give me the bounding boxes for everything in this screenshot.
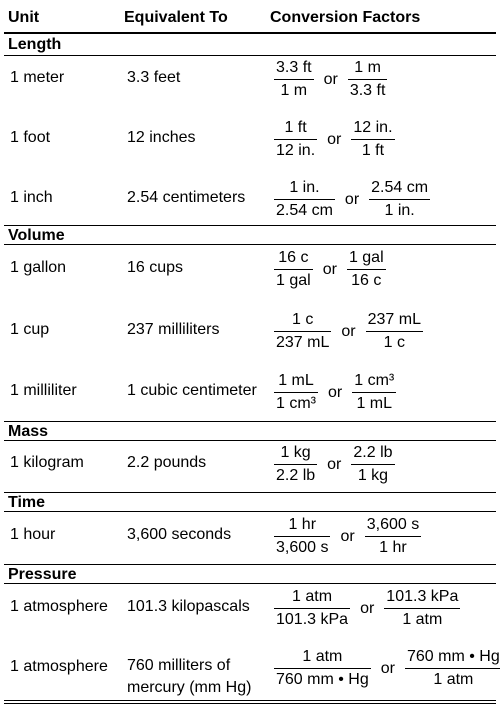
conversion-factors [270, 588, 464, 629]
conversion-factors [270, 444, 399, 485]
or-label: or [327, 455, 342, 473]
bottom-rule-double [4, 703, 496, 704]
conversion-factors [270, 179, 434, 220]
fraction-numerator: 1 gal [348, 249, 384, 266]
fraction-denominator: 1 atm [433, 671, 474, 688]
fraction-denominator: 1 c [383, 334, 405, 351]
section-mass: Mass [8, 423, 49, 440]
row-equivalent: 237 milliliters [127, 321, 220, 338]
fraction [270, 372, 322, 413]
section-volume: Volume [8, 227, 65, 244]
fraction-numerator: 3,600 s [366, 516, 420, 533]
row-equivalent: 3,600 seconds [127, 526, 232, 543]
fraction-denominator: 2.54 cm [276, 202, 333, 219]
row-equivalent: 3.3 feet [127, 69, 181, 86]
fraction [380, 588, 464, 629]
fraction [344, 59, 392, 100]
row-unit: 1 atmosphere [10, 658, 108, 675]
fraction [270, 648, 375, 689]
fraction [270, 119, 321, 160]
header-unit: Unit [8, 9, 40, 26]
fraction-denominator: 1 m [280, 82, 308, 99]
fraction-denominator: 237 mL [276, 334, 330, 351]
fraction-numerator: 1 cm³ [354, 372, 395, 389]
fraction-numerator: 1 atm [292, 588, 333, 605]
row-equivalent: 16 cups [127, 259, 184, 276]
section-pressure: Pressure [8, 566, 77, 583]
or-label: or [322, 260, 337, 278]
fraction-denominator: 1 hr [379, 539, 407, 556]
row-unit: 1 kilogram [10, 454, 84, 471]
fraction [347, 444, 398, 485]
row-unit: 1 gallon [10, 259, 67, 276]
section-rule [4, 244, 496, 245]
or-label: or [341, 322, 356, 340]
fraction [348, 372, 400, 413]
fraction [270, 311, 335, 352]
header-rule [4, 32, 496, 34]
fraction-numerator: 3.3 ft [276, 59, 312, 76]
section-rule [4, 564, 496, 565]
fraction-denominator: 1 gal [276, 272, 311, 289]
fraction [343, 249, 390, 290]
fraction [270, 444, 321, 485]
fraction-numerator: 1 c [292, 311, 314, 328]
fraction-denominator: 1 atm [402, 611, 443, 628]
row-unit: 1 meter [10, 69, 65, 86]
row-equivalent: 101.3 kilopascals [127, 598, 250, 615]
conversion-factors [270, 372, 400, 413]
conversion-factors [270, 311, 427, 352]
table-header [0, 0, 500, 34]
row-unit: 1 cup [10, 321, 50, 338]
fraction-denominator: 1 kg [357, 467, 389, 484]
fraction-numerator: 101.3 kPa [386, 588, 459, 605]
fraction-numerator: 1 in. [289, 179, 320, 196]
row-unit: 1 foot [10, 129, 51, 146]
fraction-numerator: 2.54 cm [371, 179, 429, 196]
fraction-numerator: 16 c [278, 249, 309, 266]
fraction-numerator: 1 kg [280, 444, 311, 461]
section-rule [4, 225, 496, 226]
section-length: Length [8, 36, 62, 53]
fraction-denominator: 2.2 lb [276, 467, 316, 484]
fraction [270, 59, 318, 100]
conversion-factors [270, 59, 391, 100]
section-time: Time [8, 494, 46, 511]
fraction-numerator: 1 m [354, 59, 381, 76]
or-label: or [360, 599, 375, 617]
row-unit: 1 hour [10, 526, 56, 543]
row-unit: 1 atmosphere [10, 598, 108, 615]
fraction-numerator: 1 mL [278, 372, 314, 389]
fraction-numerator: 760 mm • Hg [406, 648, 500, 665]
row-unit: 1 inch [10, 189, 53, 206]
row-equivalent: 760 milliters of mercury (mm Hg) [127, 657, 252, 696]
row-equivalent: 2.54 centimeters [127, 189, 246, 206]
or-label: or [328, 383, 343, 401]
section-rule [4, 511, 496, 512]
section-rule [4, 492, 496, 493]
row-equivalent: 2.2 pounds [127, 454, 207, 471]
fraction [270, 179, 339, 220]
fraction-numerator: 1 hr [288, 516, 317, 533]
fraction-denominator: 1 mL [356, 395, 393, 412]
fraction-denominator: 3.3 ft [349, 82, 386, 99]
section-rule [4, 440, 496, 441]
or-label: or [344, 190, 360, 208]
fraction-denominator: 760 mm • Hg [276, 671, 369, 688]
header-conversion-factors: Conversion Factors [270, 9, 421, 26]
fraction-numerator: 1 ft [284, 119, 307, 136]
or-label: or [340, 527, 355, 545]
fraction [362, 311, 427, 352]
row-equivalent: 12 inches [127, 129, 196, 146]
fraction-denominator: 1 cm³ [276, 395, 316, 412]
fraction-numerator: 12 in. [353, 119, 393, 136]
bottom-rule [4, 700, 496, 701]
fraction-denominator: 16 c [351, 272, 382, 289]
conversion-factors [270, 119, 399, 160]
conversion-factors [270, 648, 500, 689]
or-label: or [327, 130, 342, 148]
section-rule [4, 583, 496, 584]
section-rule [4, 421, 496, 422]
or-label: or [380, 659, 395, 677]
fraction [270, 249, 317, 290]
header-equivalent: Equivalent To [124, 9, 228, 26]
fraction [347, 119, 398, 160]
fraction-denominator: 1 in. [384, 202, 415, 219]
fraction-denominator: 12 in. [276, 142, 316, 159]
fraction-numerator: 2.2 lb [353, 444, 393, 461]
fraction [401, 648, 500, 689]
fraction-denominator: 3,600 s [276, 539, 329, 556]
fraction-denominator: 1 ft [361, 142, 385, 159]
fraction-numerator: 1 atm [302, 648, 343, 665]
conversion-factors [270, 249, 390, 290]
fraction [270, 516, 334, 557]
fraction-numerator: 237 mL [367, 311, 421, 328]
fraction [361, 516, 425, 557]
row-unit: 1 milliliter [10, 382, 77, 399]
section-rule [4, 55, 496, 56]
row-equivalent: 1 cubic centimeter [127, 382, 257, 399]
or-label: or [323, 70, 338, 88]
conversion-factors [270, 516, 425, 557]
fraction [365, 179, 434, 220]
fraction-denominator: 101.3 kPa [276, 611, 349, 628]
fraction [270, 588, 354, 629]
